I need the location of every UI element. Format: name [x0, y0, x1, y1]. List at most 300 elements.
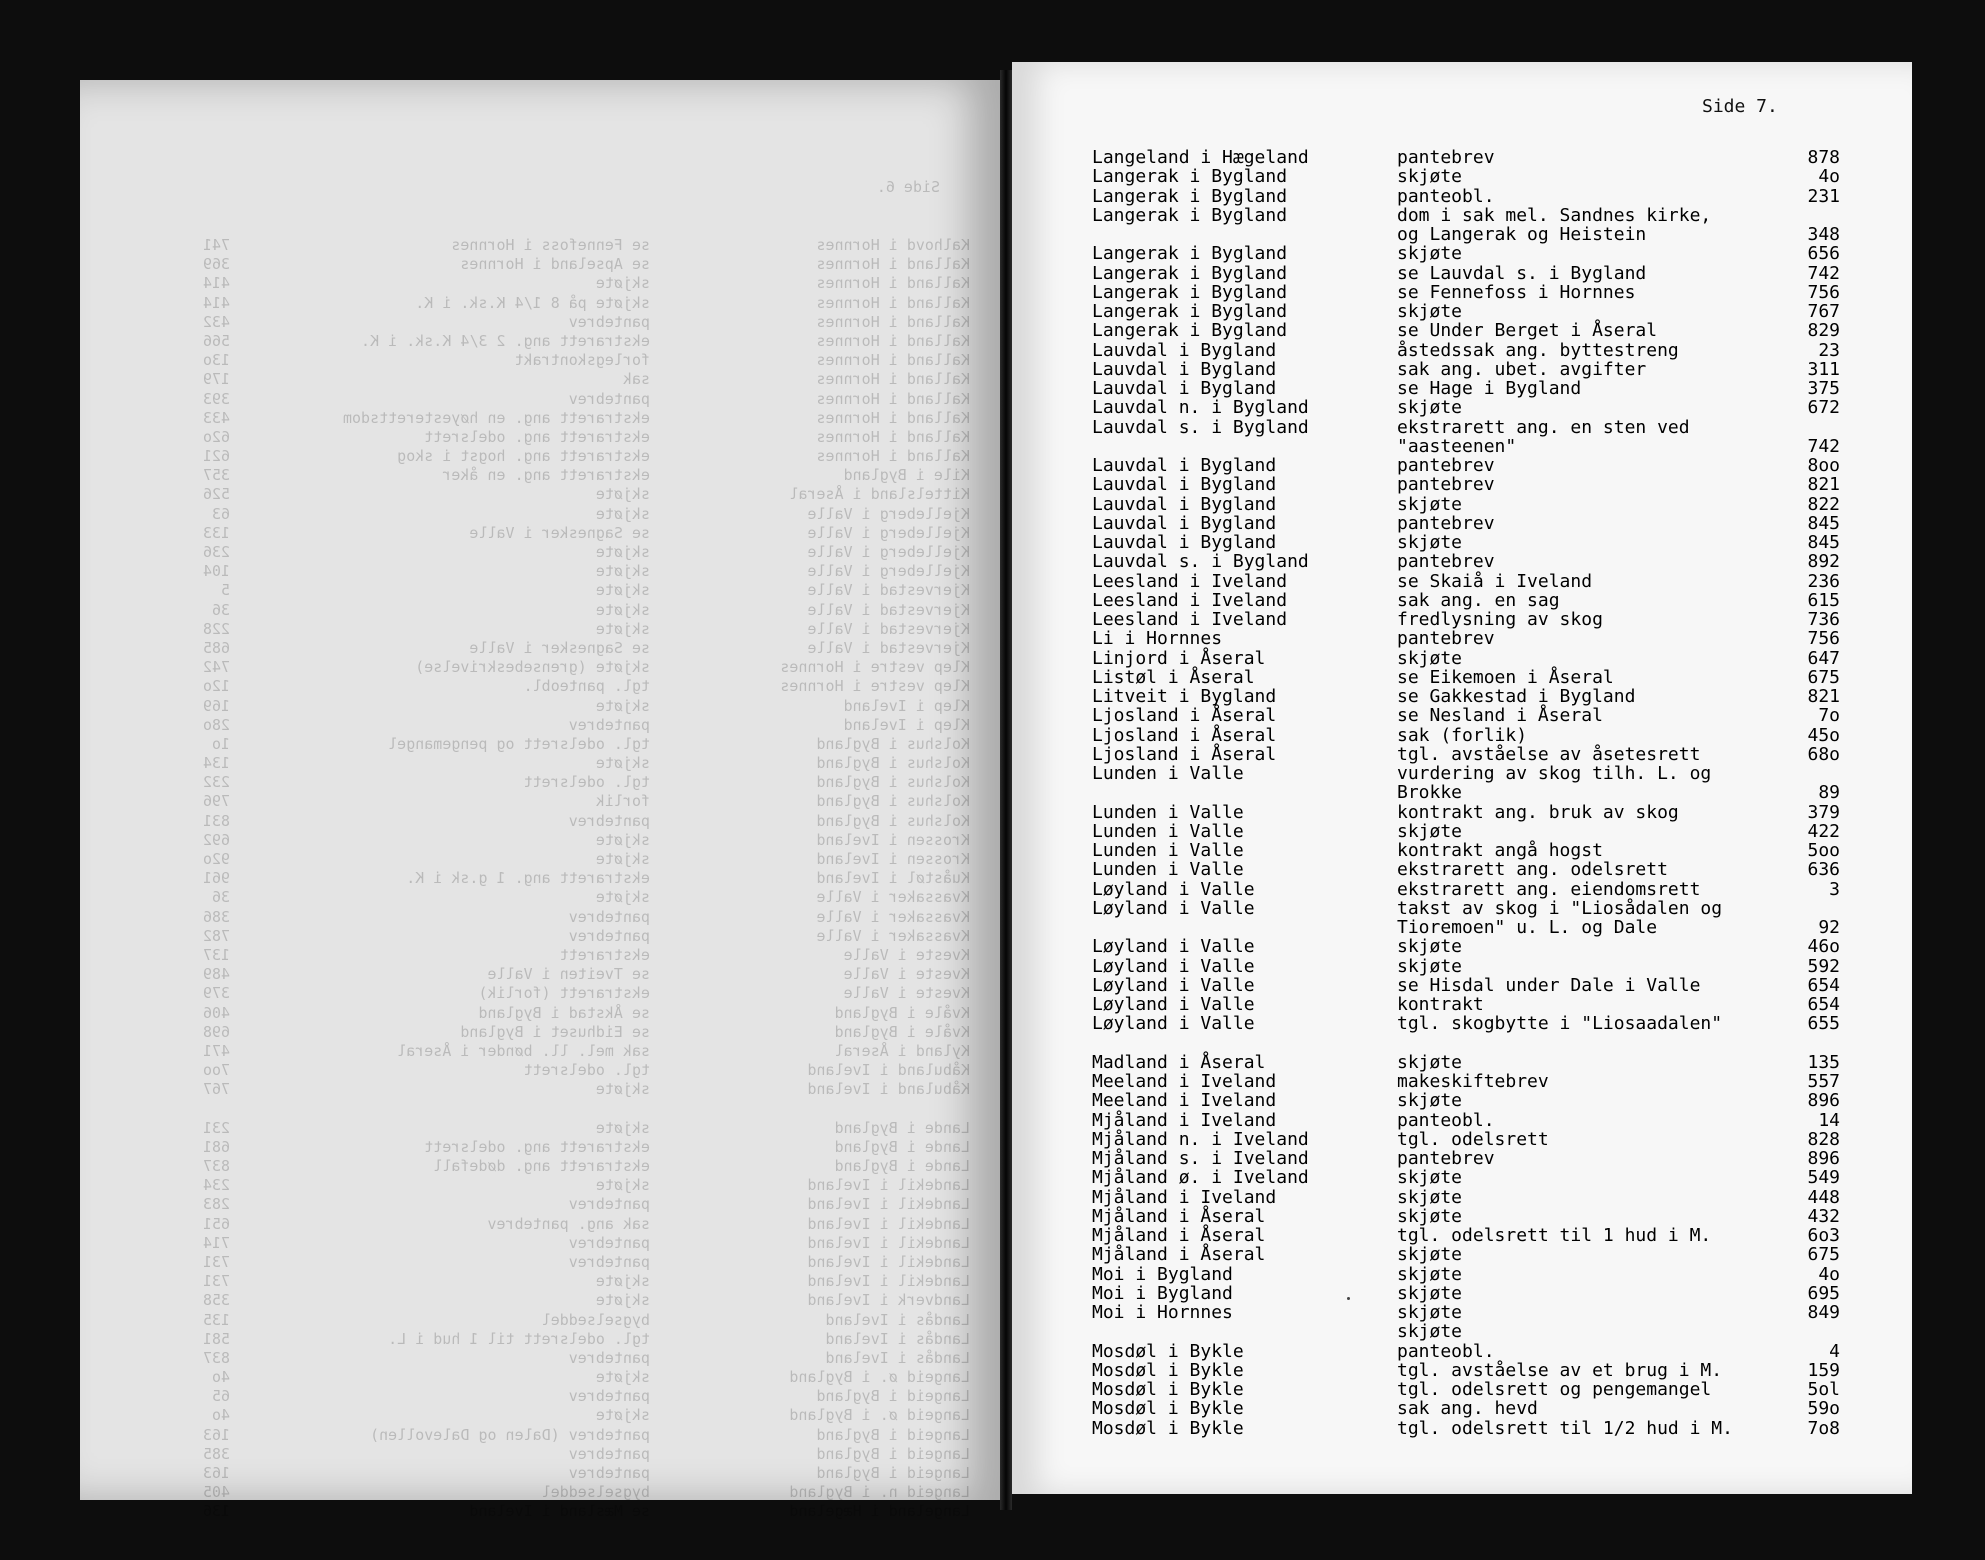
bleed-page: 621 — [202, 447, 230, 466]
index-page-number: 68o — [1807, 743, 1840, 765]
index-page-number: 736 — [1807, 609, 1840, 630]
bleed-place: Kjervestad i Valle — [807, 619, 970, 638]
index-place: Langerak i Bygland — [1092, 301, 1288, 322]
bleed-subject: se Fennefoss i Hornnes — [451, 236, 650, 254]
bleed-page: 681 — [202, 1137, 230, 1156]
index-place: Løyland i Valle — [1092, 1013, 1255, 1035]
bleed-subject: pantebrev — [568, 811, 650, 830]
bleed-page: 134 — [202, 754, 230, 773]
index-page-number: 375 — [1807, 378, 1840, 399]
index-page-number: 5ol — [1807, 1379, 1840, 1400]
bleed-row — [140, 1119, 980, 1138]
index-row — [1082, 1380, 1882, 1399]
index-page-number: 828 — [1807, 1128, 1840, 1150]
bleed-place: Lande i Bygland — [834, 1137, 970, 1156]
bleed-page: 385 — [202, 1444, 230, 1463]
bleed-page: 231 — [202, 1118, 230, 1137]
index-row — [1082, 341, 1882, 360]
bleed-place: Klep i Iveland — [843, 696, 970, 715]
index-row — [1082, 187, 1882, 206]
index-place: Lunden i Valle — [1092, 859, 1244, 881]
index-subject: skjøte — [1397, 243, 1463, 265]
left-page-bleed-through — [140, 140, 980, 1521]
bleed-place: Landekil i Iveland — [807, 1233, 970, 1252]
bleed-subject: skjøte — [595, 1368, 650, 1387]
index-row — [1082, 783, 1882, 802]
index-place: Løyland i Valle — [1092, 936, 1255, 958]
index-page-number: 756 — [1807, 281, 1840, 303]
bleed-page: 414 — [202, 274, 230, 293]
index-place: Lunden i Valle — [1092, 801, 1244, 823]
index-subject: skjøte — [1397, 647, 1463, 669]
bleed-page: 405 — [202, 1483, 230, 1502]
index-row — [1082, 1303, 1882, 1322]
bleed-page: 179 — [202, 370, 230, 389]
index-row — [1082, 649, 1882, 668]
bleed-row — [140, 1195, 980, 1214]
bleed-page: 135 — [202, 1310, 230, 1329]
index-subject: tgl. odelsrett — [1397, 1128, 1549, 1150]
index-place: Mjåland ø. i Iveland — [1092, 1167, 1309, 1189]
bleed-row — [140, 581, 980, 600]
index-page-number: 636 — [1807, 859, 1840, 881]
index-page-number: 89 — [1818, 782, 1840, 804]
index-subject: Tioremoen" u. L. og Dale — [1397, 917, 1658, 938]
index-row — [1082, 1091, 1882, 1110]
bleed-place: Langeid i Bygland — [816, 1444, 970, 1463]
index-place: Lauvdal s. i Bygland — [1092, 551, 1309, 573]
bleed-subject: sak mel. ll. bønder i Åseral — [397, 1041, 650, 1060]
index-subject: skjøte — [1397, 955, 1463, 977]
bleed-page: 283 — [202, 1195, 230, 1214]
bleed-place: Kveste i Valle — [843, 945, 970, 964]
right-page — [1012, 62, 1912, 1494]
index-page-number: 5oo — [1807, 840, 1840, 861]
index-subject: sak ang. ubet. avgifter — [1397, 358, 1647, 380]
bleed-page: 414 — [202, 293, 230, 312]
bleed-subject: se Eidhuset i Bygland — [460, 1022, 650, 1041]
index-page-number: 23 — [1818, 339, 1840, 361]
bleed-row — [140, 754, 980, 773]
bleed-row — [140, 1080, 980, 1099]
bleed-place: Kolshus i Bygland — [816, 811, 970, 830]
bleed-row — [140, 505, 980, 524]
bleed-page: 104 — [202, 562, 230, 581]
bleed-subject: skjøte — [595, 581, 650, 600]
index-subject: tgl. avståelse av et brug i M. — [1397, 1359, 1723, 1381]
bleed-page: 581 — [202, 1329, 230, 1348]
index-row — [1082, 1130, 1882, 1149]
index-row — [1082, 1265, 1882, 1284]
bleed-place: Langeid i Bygland — [816, 1425, 970, 1444]
bleed-page: 692 — [202, 830, 230, 849]
bleed-row — [140, 313, 980, 332]
index-subject: "aasteenen" — [1397, 435, 1517, 457]
bleed-subject: skjøte — [595, 1406, 650, 1425]
index-place: Løyland i Valle — [1092, 878, 1255, 900]
bleed-place: Kjelleberg i Valle — [807, 504, 970, 523]
index-page-number: 422 — [1807, 820, 1840, 842]
bleed-row — [140, 1042, 980, 1061]
bleed-place: Kveste i Valle — [843, 984, 970, 1003]
index-subject: kontrakt ang. bruk av skog — [1397, 801, 1679, 823]
bleed-place: Kjelleberg i Valle — [807, 562, 970, 581]
index-row — [1082, 321, 1882, 340]
index-place: Meeland i Iveland — [1092, 1090, 1277, 1112]
index-subject: skjøte — [1397, 1167, 1463, 1189]
bleed-place: Kolshus i Bygland — [816, 754, 970, 773]
bleed-place: Landekil i Iveland — [807, 1176, 970, 1195]
bleed-subject: ekstrarett ang. 2 3/4 K.sk. i K. — [361, 331, 650, 350]
bleed-row — [140, 1176, 980, 1195]
bleed-place: Lande i Bygland — [834, 1157, 970, 1175]
index-subject: makeskiftebrev — [1397, 1071, 1549, 1092]
bleed-place: Krossen i Iveland — [816, 850, 970, 868]
index-page-number: 695 — [1807, 1282, 1840, 1304]
bleed-row — [140, 524, 980, 543]
bleed-place: Landekil i Iveland — [807, 1252, 970, 1271]
index-subject: pantebrev — [1397, 147, 1495, 168]
index-subject: sak ang. hevd — [1397, 1398, 1538, 1420]
bleed-subject: bygselseddel — [541, 1483, 650, 1502]
index-row — [1082, 572, 1882, 591]
index-row — [1082, 1188, 1882, 1207]
bleed-page: 731 — [202, 1252, 230, 1271]
index-place: Løyland i Valle — [1092, 955, 1255, 977]
index-subject: tgl. odelsrett og pengemangel — [1397, 1379, 1712, 1400]
bleed-subject: ekstrarett ang. en høyesterettsdom — [342, 408, 650, 427]
bleed-row — [140, 562, 980, 581]
index-subject: skjøte — [1397, 1321, 1463, 1343]
bleed-subject: pantebrev — [568, 1444, 650, 1463]
bleed-subject: tgl. odelsrett — [523, 1061, 650, 1080]
index-subject: dom i sak mel. Sandnes kirke, — [1397, 204, 1712, 226]
index-page-number: 592 — [1807, 955, 1840, 977]
index-page-number: 756 — [1807, 628, 1840, 650]
bleed-place: Kile i Bygland — [843, 466, 970, 485]
bleed-subject: ekstrarett — [559, 945, 650, 964]
index-place: Leesland i Iveland — [1092, 570, 1288, 592]
index-subject: se Fennefoss i Hornnes — [1397, 281, 1636, 303]
index-subject: tgl. skogbytte i "Liosaadalen" — [1397, 1013, 1723, 1035]
bleed-place: Landekil i Iveland — [807, 1272, 970, 1291]
bleed-row — [140, 1023, 980, 1042]
bleed-page: 12o — [202, 677, 230, 696]
bleed-row — [140, 812, 980, 831]
bleed-place: Kalhovd i Hornnes — [816, 236, 970, 254]
index-subject: tgl. odelsrett til 1/2 hud i M. — [1397, 1417, 1733, 1439]
index-page-number: 4o — [1818, 1263, 1840, 1285]
index-page-number: 675 — [1807, 1244, 1840, 1266]
index-row — [1082, 995, 1882, 1014]
bleed-subject: sak — [622, 370, 650, 389]
index-row — [1082, 726, 1882, 745]
index-place: Mosdøl i Bykle — [1092, 1340, 1244, 1362]
index-subject: fredlysning av skog — [1397, 609, 1603, 630]
index-row — [1082, 976, 1882, 995]
bleed-place: Landås i Iveland — [825, 1310, 970, 1329]
bleed-place: Landverk i Iveland — [807, 1291, 970, 1310]
index-row — [1082, 148, 1882, 167]
index-row — [1082, 1053, 1882, 1072]
index-page-number: 46o — [1807, 936, 1840, 958]
bleed-index-list — [140, 236, 980, 1522]
index-row — [1082, 860, 1882, 879]
index-page-number: 448 — [1807, 1186, 1840, 1208]
bleed-page: 358 — [202, 1291, 230, 1310]
bleed-subject: pantebrev — [568, 389, 650, 408]
index-subject: kontrakt angå hogst — [1397, 840, 1603, 861]
bleed-page: 234 — [202, 1176, 230, 1195]
index-row — [1082, 167, 1882, 186]
index-place: Langerak i Bygland — [1092, 262, 1288, 284]
bleed-page: 782 — [202, 926, 230, 945]
bleed-page: 731 — [202, 1272, 230, 1291]
index-page-number: 656 — [1807, 243, 1840, 265]
bleed-place: Kjervestad i Valle — [807, 600, 970, 619]
index-page-number: 8oo — [1807, 455, 1840, 476]
bleed-row — [140, 1483, 980, 1502]
index-page-number: 159 — [1807, 1359, 1840, 1381]
index-place: Lauvdal n. i Bygland — [1092, 397, 1309, 419]
bleed-subject: tgl. odelsrett og pengemangel — [388, 734, 650, 753]
index-subject: ekstrarett ang. odelsrett — [1397, 859, 1668, 881]
bleed-row — [140, 370, 980, 389]
index-place: Lunden i Valle — [1092, 840, 1244, 861]
index-subject: pantebrev — [1397, 474, 1495, 496]
bleed-place: Kuåstøl i Iveland — [816, 869, 970, 888]
index-row — [1082, 629, 1882, 648]
index-page-number: 4 — [1829, 1340, 1840, 1362]
index-place: Litveit i Bygland — [1092, 686, 1277, 707]
bleed-row — [140, 620, 980, 639]
bleed-place: Langeid i Bygland — [816, 1387, 970, 1406]
index-row — [1082, 764, 1882, 783]
index-row — [1082, 880, 1882, 899]
bleed-page: 63 — [211, 504, 230, 523]
bleed-subject: ekstrarett ang. 1 g.sk i K. — [406, 869, 650, 888]
bleed-row — [140, 1406, 980, 1425]
bleed-row — [140, 428, 980, 447]
index-page-number: 615 — [1807, 589, 1840, 611]
bleed-row — [140, 409, 980, 428]
bleed-subject: skjøte på 8 1/4 K.sk. i K. — [415, 293, 650, 312]
bleed-page: 432 — [202, 312, 230, 331]
index-subject: takst av skog i "Liosådalen og — [1397, 897, 1723, 919]
bleed-place: Langeid i Bygland — [816, 1464, 970, 1482]
index-subject: se Nesland i Åseral — [1397, 705, 1603, 727]
index-page-number: 742 — [1807, 435, 1840, 457]
bleed-subject: skjøte — [595, 504, 650, 523]
bleed-place: Kjervestad i Valle — [807, 581, 970, 600]
index-subject: skjøte — [1397, 301, 1463, 322]
bleed-page: 685 — [202, 638, 230, 657]
bleed-subject: pantebrev — [568, 926, 650, 945]
bleed-row — [140, 1426, 980, 1445]
index-place: Langerak i Bygland — [1092, 166, 1288, 188]
index-page-number: 4o — [1818, 166, 1840, 188]
bleed-subject: sak ang. pantebrev — [487, 1214, 650, 1233]
bleed-place: Kalland i Hornnes — [816, 370, 970, 389]
index-row — [1082, 514, 1882, 533]
bleed-place: Landekil i Iveland — [807, 1214, 970, 1233]
bleed-row — [140, 236, 980, 255]
index-place: Ljosland i Åseral — [1092, 743, 1277, 765]
index-place: Løyland i Valle — [1092, 994, 1255, 1015]
index-row — [1082, 1111, 1882, 1130]
bleed-place: Kvassaker i Valle — [816, 888, 970, 907]
bleed-subject: ekstrarett ang. hogst i skog — [397, 447, 650, 466]
bleed-page: 4o — [211, 1368, 230, 1387]
index-row — [1082, 360, 1882, 379]
index-row — [1082, 264, 1882, 283]
bleed-place: Kjelleberg i Valle — [807, 543, 970, 561]
bleed-row — [140, 984, 980, 1003]
bleed-page: 526 — [202, 485, 230, 504]
bleed-page: 489 — [202, 965, 230, 984]
bleed-subject: bygselseddel — [541, 1310, 650, 1329]
index-row — [1082, 495, 1882, 514]
bleed-subject: pantebrev — [568, 715, 650, 734]
bleed-page: 369 — [202, 255, 230, 274]
index-place: Mjåland i Åseral — [1092, 1225, 1266, 1246]
index-page-number: 3 — [1829, 878, 1840, 900]
index-subject: se Eikemoen i Åseral — [1397, 666, 1614, 688]
index-page-number: 742 — [1807, 262, 1840, 284]
bleed-subject: ekstrarett ang. odelsrett — [424, 1137, 650, 1156]
index-place: Ljosland i Åseral — [1092, 705, 1277, 727]
bleed-subject: ekstrarett (forlik) — [478, 984, 650, 1003]
index-place: Mosdøl i Bykle — [1092, 1398, 1244, 1420]
index-row — [1082, 283, 1882, 302]
index-row — [1082, 745, 1882, 764]
bleed-row — [140, 601, 980, 620]
bleed-row — [140, 1215, 980, 1234]
index-place: Lauvdal i Bygland — [1092, 512, 1277, 534]
bleed-subject: forlegskontrakt — [514, 351, 650, 370]
bleed-subject: skjøte — [595, 562, 650, 581]
bleed-row — [140, 390, 980, 409]
index-row — [1082, 687, 1882, 706]
bleed-place: Kvassaker i Valle — [816, 907, 970, 926]
bleed-page: 837 — [202, 1348, 230, 1367]
index-page-number: 767 — [1807, 301, 1840, 322]
bleed-row — [140, 639, 980, 658]
bleed-place: Kalland i Hornnes — [816, 389, 970, 408]
index-place: Lauvdal i Bygland — [1092, 532, 1277, 553]
bleed-place: Kalland i Hornnes — [816, 447, 970, 466]
bleed-subject: pantebrev — [568, 1348, 650, 1367]
bleed-page: 163 — [202, 1425, 230, 1444]
index-place: Lauvdal i Bygland — [1092, 455, 1277, 476]
index-page-number: 236 — [1807, 570, 1840, 592]
index-page-number: 14 — [1818, 1109, 1840, 1131]
bleed-place: Kåbuland i Iveland — [807, 1080, 970, 1099]
bleed-row — [140, 1368, 980, 1387]
index-place: Moi i Bygland — [1092, 1263, 1233, 1285]
bleed-subject: skjøte — [595, 696, 650, 715]
bleed-row — [140, 677, 980, 696]
index-subject: skjøte — [1397, 1302, 1463, 1323]
bleed-row — [140, 1349, 980, 1368]
index-subject: skjøte — [1397, 493, 1463, 515]
index-row — [1082, 533, 1882, 552]
index-subject: og Langerak og Heistein — [1397, 224, 1647, 245]
bleed-page: 837 — [202, 1157, 230, 1175]
bleed-place: Langeland i Hægeland — [789, 1502, 970, 1521]
bleed-row — [140, 1464, 980, 1483]
index-place: Løyland i Valle — [1092, 897, 1255, 919]
bleed-subject: skjøte — [595, 543, 650, 561]
index-place: Ljosland i Åseral — [1092, 724, 1277, 746]
bleed-row — [140, 1138, 980, 1157]
index-row — [1082, 899, 1882, 918]
bleed-subject: skjøte — [595, 1272, 650, 1291]
index-row — [1082, 1322, 1882, 1341]
bleed-row — [140, 1061, 980, 1080]
bleed-subject: pantebrev (Dalen og Dalevollen) — [370, 1425, 650, 1444]
bleed-subject: se Tveiten i Valle — [487, 965, 650, 984]
bleed-page: 133 — [202, 523, 230, 542]
index-subject: tgl. odelsrett til 1 hud i M. — [1397, 1225, 1712, 1246]
bleed-page: 961 — [202, 869, 230, 888]
index-page-number: 655 — [1807, 1013, 1840, 1035]
ink-speck — [1347, 1297, 1350, 1300]
bleed-page: 4o — [211, 1406, 230, 1425]
bleed-page: 1o — [211, 734, 230, 753]
index-subject: skjøte — [1397, 1263, 1463, 1285]
index-subject: skjøte — [1397, 936, 1463, 958]
bleed-row — [140, 1253, 980, 1272]
bleed-page: 433 — [202, 408, 230, 427]
bleed-row — [140, 1330, 980, 1349]
bleed-place: Kolshus i Bygland — [816, 792, 970, 811]
bleed-row — [140, 1099, 980, 1118]
bleed-place: Kvåle i Bygland — [834, 1022, 970, 1041]
index-subject: skjøte — [1397, 1090, 1463, 1112]
bleed-page: 714 — [202, 1233, 230, 1252]
bleed-page: 62o — [202, 427, 230, 446]
index-row — [1082, 244, 1882, 263]
index-row — [1082, 379, 1882, 398]
bleed-row — [140, 946, 980, 965]
index-page-number: 896 — [1807, 1090, 1840, 1112]
bleed-page: 357 — [202, 466, 230, 485]
index-row — [1082, 610, 1882, 629]
index-place: Mjåland i Iveland — [1092, 1186, 1277, 1208]
index-page-number: 135 — [1807, 1051, 1840, 1073]
bleed-place: Klep vestre i Hornnes — [780, 658, 970, 677]
bleed-place: Kjervestad i Valle — [807, 638, 970, 657]
index-row — [1082, 841, 1882, 860]
bleed-subject: pantebrev — [568, 1387, 650, 1406]
index-row — [1082, 591, 1882, 610]
bleed-place: Kalland i Hornnes — [816, 255, 970, 274]
index-page-number: 654 — [1807, 974, 1840, 996]
bleed-place: Landekil i Iveland — [807, 1195, 970, 1214]
bleed-subject: pantebrev — [568, 907, 650, 926]
index-place: Listøl i Åseral — [1092, 666, 1255, 688]
bleed-page: 136 — [202, 1502, 230, 1521]
index-subject: se Skaiå i Iveland — [1397, 570, 1593, 592]
index-place: Langerak i Bygland — [1092, 281, 1288, 303]
bleed-place: Krossen i Iveland — [816, 830, 970, 849]
bleed-page: 7oo — [202, 1061, 230, 1080]
index-row — [1082, 1014, 1882, 1033]
index-page-number: 672 — [1807, 397, 1840, 419]
bleed-place: Kalland i Hornnes — [816, 351, 970, 370]
bleed-page: 13o — [202, 351, 230, 370]
